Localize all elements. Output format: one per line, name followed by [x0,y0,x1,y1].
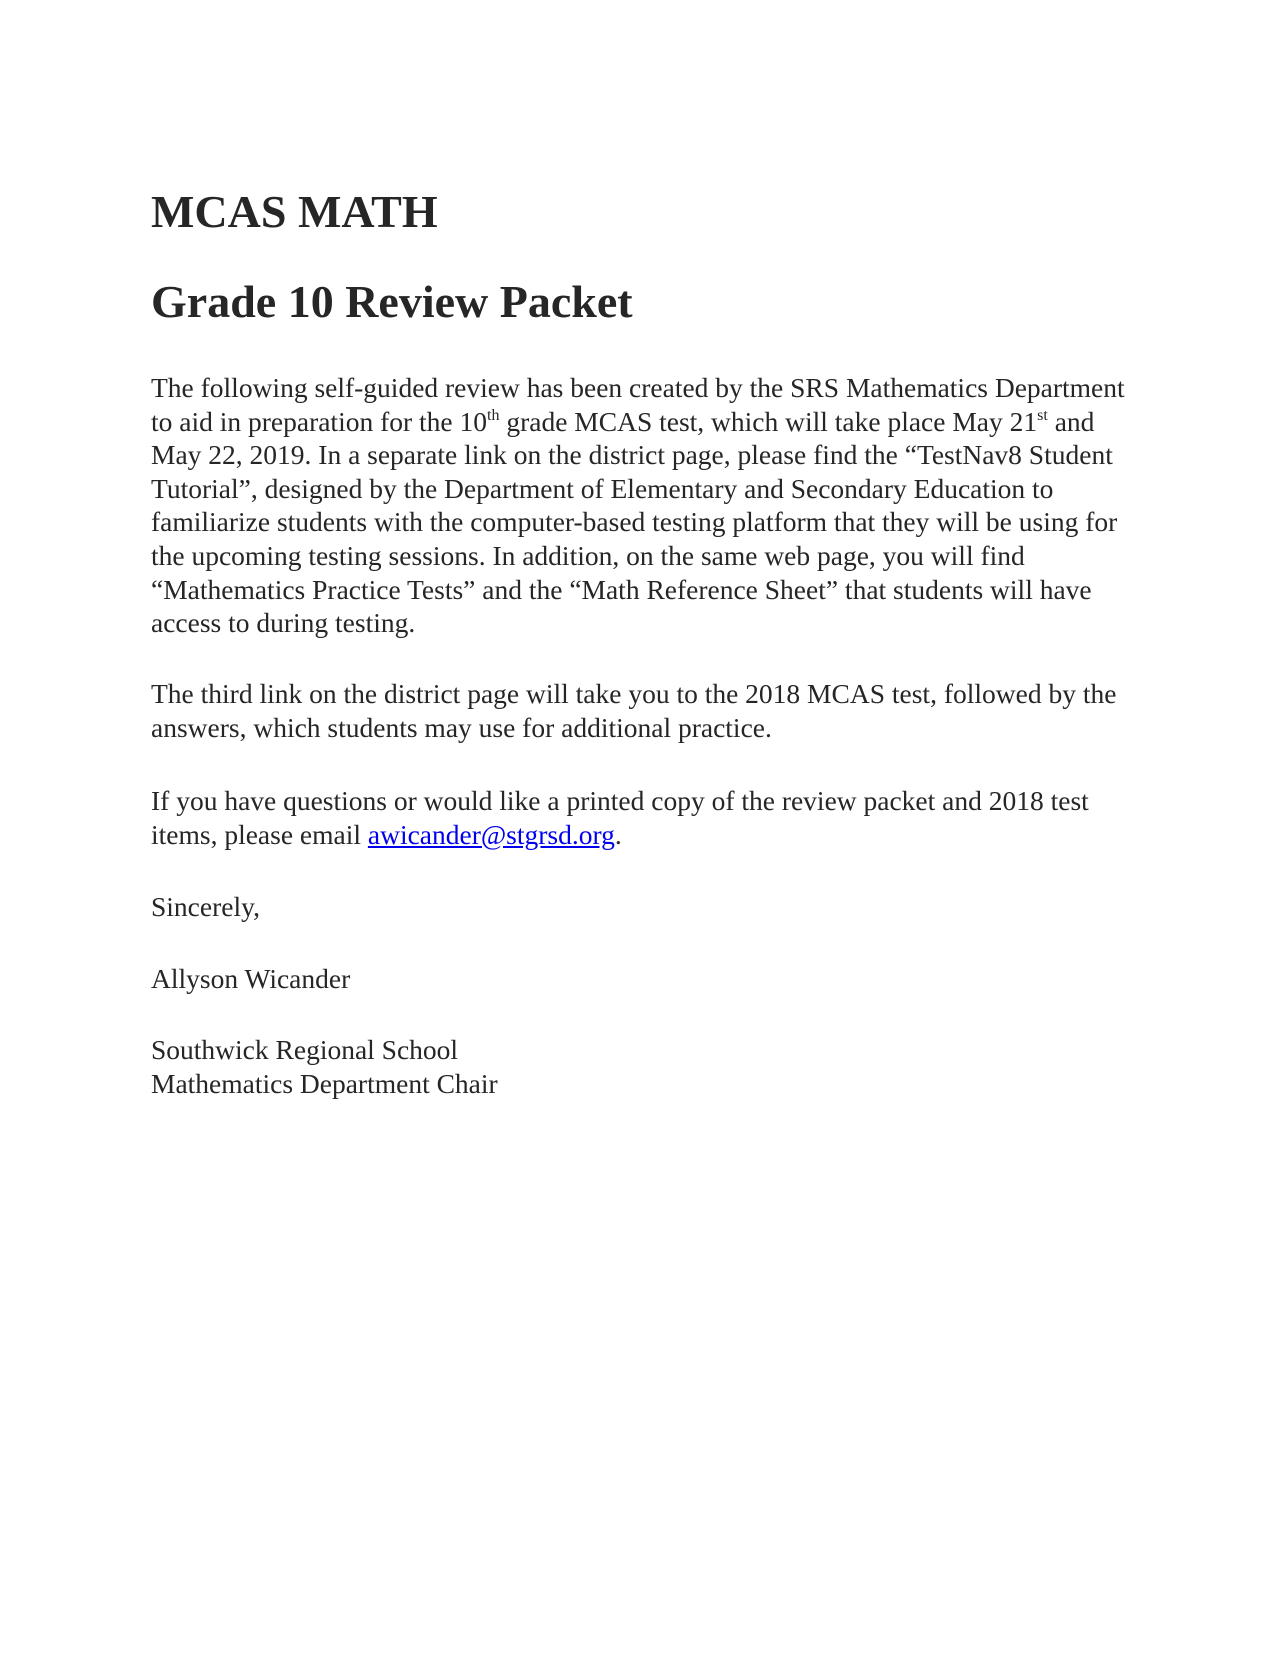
third-link-paragraph: The third link on the district page will take you to the 2018 MCAS test, followed by the answers, which students may use for additional practice. [151,678,1117,743]
intro-text-part3: and May 22, 2019. In a separate link on the district page, please find the “TestNav8 Student Tutorial”, designed by the Department of Elementary and Secondary Education to familiarize students with the computer-based testing platform that they will be using for the upcoming testing sessions. In addition, on the same web page, you will find “Mathematics Practice Tests” and the “Math Reference Sheet” that students will have access to during testing. [151,405,1118,639]
signature-title: Mathematics Department Chair [151,1067,498,1099]
superscript-st: st [1037,406,1048,424]
page-subtitle: Grade 10 Review Packet [151,276,633,327]
signature-school: Southwick Regional School [151,1034,459,1065]
contact-paragraph [151,784,1126,851]
intro-text-part2: grade MCAS test, which will take place May 21 [499,405,1038,437]
closing-text: Sincerely, [151,891,260,922]
intro-text-part1: The following self-guided review has been created by the SRS Mathematics Department to aid in preparation for the 10 [151,372,1125,437]
page-title: MCAS MATH [151,186,438,237]
contact-period: . [614,818,622,850]
intro-paragraph [151,371,1126,640]
author-name: Allyson Wicander [151,963,351,994]
superscript-th: th [487,406,500,424]
email-link[interactable]: awicander@stgrsd.org [367,818,615,850]
contact-text: If you have questions or would like a printed copy of the review packet and 2018 test items, please email [151,785,1089,850]
signature-block [151,1033,1126,1100]
